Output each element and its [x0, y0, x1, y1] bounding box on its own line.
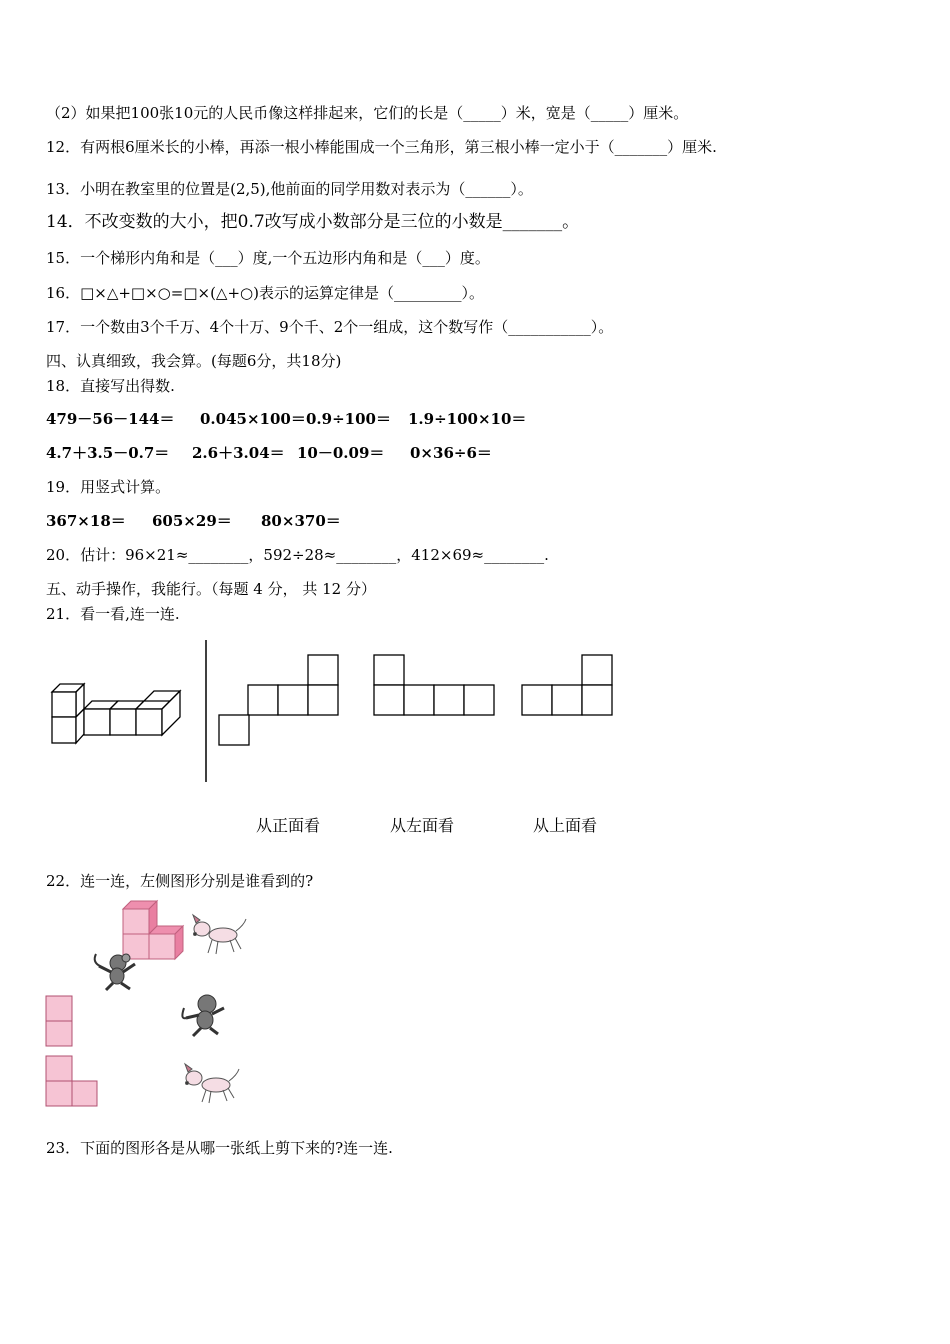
pink-cube-solid: [123, 901, 183, 959]
calc-item: 4.7＋3.5－0.7＝: [46, 444, 170, 462]
dog-icon: [185, 1064, 239, 1103]
calc-item: 0×36÷6＝: [410, 444, 492, 462]
calc-item: 605×29＝: [152, 512, 232, 530]
label-left-view: 从左面看: [390, 816, 455, 835]
question-19: 19．用竖式计算。: [46, 478, 171, 496]
question-14: 14．不改变数的大小，把0.7改写成小数部分是三位的小数是_______。: [46, 212, 580, 232]
pink-view-shape-2: [46, 1056, 97, 1106]
calc-item: 1.9÷100×10＝: [408, 410, 527, 428]
question-22: 22．连一连，左侧图形分别是谁看到的?: [46, 872, 314, 890]
question-20: 20．估计：96×21≈________，592÷28≈________，412×69≈________.: [46, 546, 549, 564]
calc-item: 0.9÷100＝: [306, 410, 391, 428]
monkey-icon: [182, 995, 224, 1036]
calc-item: 367×18＝: [46, 512, 126, 530]
section-5-heading: 五、动手操作，我能行。（每题 4 分， 共 12 分）: [46, 580, 376, 598]
label-front-view: 从正面看: [256, 816, 321, 835]
question-18: 18．直接写出得数.: [46, 377, 175, 395]
calc-item: 10－0.09＝: [297, 444, 385, 462]
pink-view-shape-1: [46, 996, 72, 1046]
section-4-heading: 四、认真细致，我会算。(每题6分，共18分): [46, 352, 342, 370]
calc-item: 80×370＝: [261, 512, 341, 530]
question-17: 17．一个数由3个千万、4个十万、9个千、2个一组成，这个数写作（___________）。: [46, 318, 614, 336]
calc-item: 0.045×100＝: [200, 410, 306, 428]
question-23: 23．下面的图形各是从哪一张纸上剪下来的?连一连.: [46, 1139, 393, 1157]
question-13: 13．小明在教室里的位置是(2,5),他前面的同学用数对表示为（______）。: [46, 180, 533, 198]
question-15: 15．一个梯形内角和是（___）度,一个五边形内角和是（___）度。: [46, 249, 490, 267]
question-16: 16．□×△+□×○=□×(△+○)表示的运算定律是（_________）。: [46, 284, 484, 302]
calc-item: 479－56－144＝: [46, 410, 175, 428]
dog-icon: [193, 915, 246, 954]
monkey-icon: [95, 954, 135, 990]
question-12: 12．有两根6厘米长的小棒，再添一根小棒能围成一个三角形，第三根小棒一定小于（_______）厘米.: [46, 138, 717, 156]
q11-part2: （2）如果把100张10元的人民币像这样排起来，它们的长是（_____）米，宽是（_____）厘米。: [46, 104, 689, 122]
question-21: 21．看一看,连一连.: [46, 605, 180, 623]
calc-item: 2.6＋3.04＝: [192, 444, 285, 462]
label-top-view: 从上面看: [533, 816, 598, 835]
